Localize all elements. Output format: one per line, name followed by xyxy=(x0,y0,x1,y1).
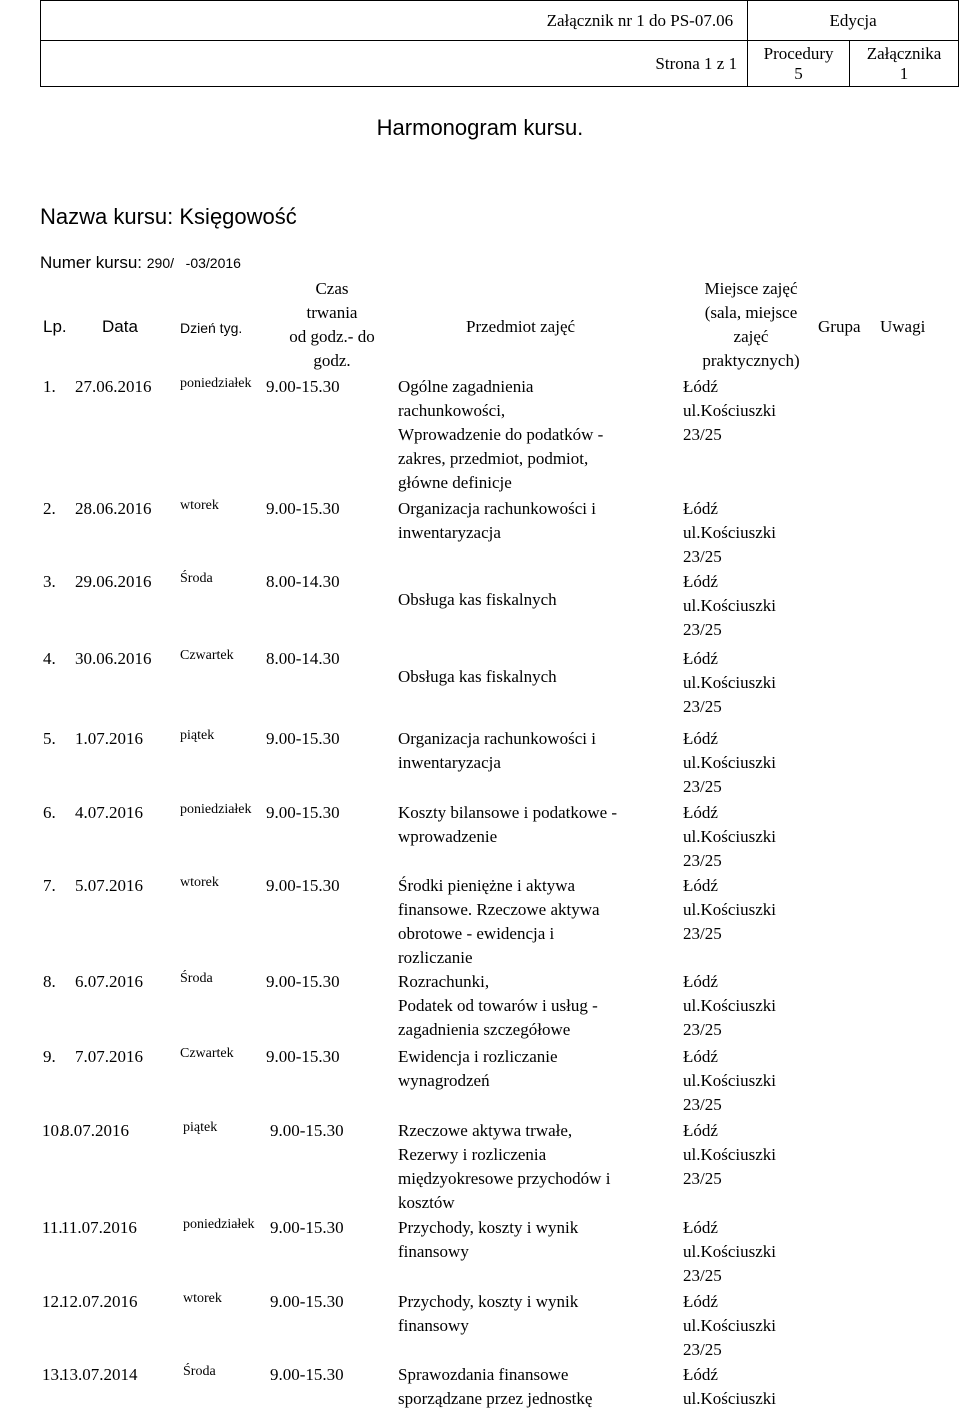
row-subject-line: Rozrachunki, xyxy=(398,972,490,991)
col-time-line-4: godz. xyxy=(313,351,351,370)
row-place-city: Łódź xyxy=(683,1292,718,1311)
course-number xyxy=(40,252,241,274)
course-name: Nazwa kursu: Księgowość xyxy=(40,204,297,229)
attachment-edition xyxy=(850,41,959,87)
row-place-city: Łódź xyxy=(683,1121,718,1140)
row-lp: 11. xyxy=(42,1218,63,1237)
row-subject-line: finansowy xyxy=(398,1316,469,1335)
row-date: 5.07.2016 xyxy=(75,876,143,895)
row-time: 9.00-15.30 xyxy=(266,377,340,396)
row-time: 9.00-15.30 xyxy=(266,729,340,748)
row-time: 9.00-15.30 xyxy=(266,499,340,518)
row-subject-line: finansowy xyxy=(398,1242,469,1261)
row-time: 9.00-15.30 xyxy=(270,1365,344,1384)
col-time xyxy=(262,277,402,373)
col-subject: Przedmiot zajęć xyxy=(466,317,576,336)
col-lp: Lp. xyxy=(43,317,67,336)
row-day: poniedziałek xyxy=(180,802,252,817)
row-place-city: Łódź xyxy=(683,572,718,591)
row-subject-line: Organizacja rachunkowości i xyxy=(398,499,596,518)
row-date: 6.07.2016 xyxy=(75,972,143,991)
row-day: Środa xyxy=(183,1364,216,1379)
col-time-line-1: Czas xyxy=(315,279,349,298)
row-place-number: 23/25 xyxy=(683,924,722,943)
row-lp: 7. xyxy=(43,876,56,895)
row-time: 9.00-15.30 xyxy=(266,876,340,895)
row-date: 13.07.2014 xyxy=(61,1365,138,1384)
row-place-city: Łódź xyxy=(683,499,718,518)
course-number-label: Numer kursu: xyxy=(40,253,143,272)
row-place-city: Łódź xyxy=(683,803,718,822)
col-date: Data xyxy=(102,317,138,336)
row-place xyxy=(683,647,813,719)
row-subject-line: Rzeczowe aktywa trwałe, xyxy=(398,1121,573,1140)
edition-label: Edycja xyxy=(748,1,959,41)
document-header-table xyxy=(40,0,959,87)
col-place xyxy=(676,277,826,373)
row-place-number: 23/25 xyxy=(683,1020,722,1039)
row-subject-line: Wprowadzenie do podatków - xyxy=(398,425,604,444)
procedure-label: Procedury xyxy=(763,43,834,63)
row-subject-line: sporządzane przez jednostkę xyxy=(398,1389,593,1408)
row-place-number: 23/25 xyxy=(683,697,722,716)
col-time-line-3: od godz.- do xyxy=(289,327,375,346)
row-place xyxy=(683,727,813,799)
row-lp: 6. xyxy=(43,803,56,822)
row-time: 8.00-14.30 xyxy=(266,572,340,591)
row-date: 30.06.2016 xyxy=(75,649,152,668)
row-place-street: ul.Kościuszki xyxy=(683,1242,777,1261)
row-place-street: ul.Kościuszki xyxy=(683,673,777,692)
row-place xyxy=(683,970,813,1042)
row-day: wtorek xyxy=(180,875,219,890)
row-subject xyxy=(398,1290,674,1338)
row-day: Środa xyxy=(180,571,213,586)
col-place-line-2: (sala, miejsce xyxy=(704,303,798,322)
row-place-number: 23/25 xyxy=(683,1169,722,1188)
row-subject xyxy=(398,1119,674,1215)
row-subject xyxy=(398,874,674,970)
procedure-edition xyxy=(748,41,850,87)
row-time: 9.00-15.30 xyxy=(270,1292,344,1311)
row-subject-line: Przychody, koszty i wynik xyxy=(398,1218,579,1237)
row-lp: 10. xyxy=(42,1121,64,1140)
row-place xyxy=(683,1290,813,1362)
row-date: 27.06.2016 xyxy=(75,377,152,396)
page-title: Harmonogram kursu. xyxy=(376,115,584,140)
row-place-city: Łódź xyxy=(683,729,718,748)
row-place-number: 23/25 xyxy=(683,547,722,566)
row-place-number: 23/25 xyxy=(683,851,722,870)
row-place-street: ul.Kościuszki xyxy=(683,1145,777,1164)
row-subject xyxy=(398,375,674,495)
row-subject xyxy=(398,1216,674,1264)
row-lp: 5. xyxy=(43,729,56,748)
row-place-city: Łódź xyxy=(683,876,718,895)
row-subject-line: Organizacja rachunkowości i xyxy=(398,729,596,748)
row-place xyxy=(683,1216,813,1288)
row-date: 7.07.2016 xyxy=(75,1047,143,1066)
row-subject-line: Przychody, koszty i wynik xyxy=(398,1292,579,1311)
row-place xyxy=(683,801,813,873)
row-subject xyxy=(398,497,674,545)
row-lp: 13. xyxy=(42,1365,64,1384)
row-subject xyxy=(398,588,674,612)
row-subject-line: Środki pieniężne i aktywa xyxy=(398,876,576,895)
row-day: piątek xyxy=(183,1120,218,1135)
row-lp: 3. xyxy=(43,572,56,591)
row-place-city: Łódź xyxy=(683,1218,718,1237)
row-lp: 1. xyxy=(43,377,56,396)
row-place-street: ul.Kościuszki xyxy=(683,523,777,542)
row-subject-line: kosztów xyxy=(398,1193,455,1212)
col-place-line-4: praktycznych) xyxy=(702,351,800,370)
row-date: 1.07.2016 xyxy=(75,729,143,748)
col-notes: Uwagi xyxy=(880,317,926,336)
row-place-city: Łódź xyxy=(683,1047,718,1066)
row-place-street: ul.Kościuszki xyxy=(683,401,777,420)
row-date: 4.07.2016 xyxy=(75,803,143,822)
row-place xyxy=(683,497,813,569)
row-day: wtorek xyxy=(180,498,219,513)
row-place-city: Łódź xyxy=(683,1365,718,1384)
row-subject-line: rozliczanie xyxy=(398,948,473,967)
row-day: Środa xyxy=(180,971,213,986)
row-subject-line: inwentaryzacja xyxy=(398,523,501,542)
row-place-city: Łódź xyxy=(683,377,718,396)
row-subject-line: Podatek od towarów i usług - xyxy=(398,996,598,1015)
col-place-line-3: zajęć xyxy=(733,327,769,346)
row-subject-line: główne definicje xyxy=(398,473,512,492)
row-subject-line: zagadnienia szczegółowe xyxy=(398,1020,571,1039)
row-lp: 12. xyxy=(42,1292,64,1311)
row-place-city: Łódź xyxy=(683,649,718,668)
row-place-number: 23/25 xyxy=(683,777,722,796)
row-subject xyxy=(398,970,674,1042)
row-subject-line: Ewidencja i rozliczanie xyxy=(398,1047,558,1066)
row-subject xyxy=(398,727,674,775)
row-time: 9.00-15.30 xyxy=(266,1047,340,1066)
row-place-street: ul.Kościuszki xyxy=(683,827,777,846)
row-lp: 8. xyxy=(43,972,56,991)
course-number-value: 290/ -03/2016 xyxy=(146,255,241,271)
row-place-street: ul.Kościuszki xyxy=(683,596,777,615)
row-time: 8.00-14.30 xyxy=(266,649,340,668)
row-place-number: 23/25 xyxy=(683,1266,722,1285)
row-time: 9.00-15.30 xyxy=(270,1218,344,1237)
row-place-number: 23/25 xyxy=(683,620,722,639)
col-time-line-2: trwania xyxy=(306,303,358,322)
row-place-number: 23/25 xyxy=(683,1340,722,1359)
row-subject xyxy=(398,801,674,849)
row-subject xyxy=(398,1363,674,1411)
row-place-street: ul.Kościuszki xyxy=(683,1071,777,1090)
col-day: Dzień tyg. xyxy=(180,320,243,336)
row-day: wtorek xyxy=(183,1291,222,1306)
row-place xyxy=(683,570,813,642)
row-subject-line: finansowe. Rzeczowe aktywa xyxy=(398,900,600,919)
row-subject-line: zakres, przedmiot, podmiot, xyxy=(398,449,589,468)
row-place-street: ul.Kościuszki xyxy=(683,1389,777,1408)
col-place-line-1: Miejsce zajęć xyxy=(704,279,798,298)
row-subject-line: wynagrodzeń xyxy=(398,1071,490,1090)
row-place xyxy=(683,874,813,946)
row-place-street: ul.Kościuszki xyxy=(683,996,777,1015)
row-date: 8.07.2016 xyxy=(61,1121,129,1140)
row-date: 11.07.2016 xyxy=(61,1218,137,1237)
row-subject xyxy=(398,665,674,689)
row-place-street: ul.Kościuszki xyxy=(683,900,777,919)
row-place-number: 23/25 xyxy=(683,1095,722,1114)
row-subject xyxy=(398,1045,674,1093)
row-time: 9.00-15.30 xyxy=(270,1121,344,1140)
row-day: poniedziałek xyxy=(180,376,252,391)
row-date: 28.06.2016 xyxy=(75,499,152,518)
row-place xyxy=(683,375,813,447)
row-place-street: ul.Kościuszki xyxy=(683,1316,777,1335)
row-date: 29.06.2016 xyxy=(75,572,152,591)
row-subject-line: Rezerwy i rozliczenia xyxy=(398,1145,547,1164)
row-subject-line: międzyokresowe przychodów i xyxy=(398,1169,611,1188)
row-place-city: Łódź xyxy=(683,972,718,991)
row-place xyxy=(683,1045,813,1117)
row-lp: 9. xyxy=(43,1047,56,1066)
attachment-label: Załącznika xyxy=(866,43,942,63)
row-subject-line: Obsługa kas fiskalnych xyxy=(398,667,557,686)
page-number: Strona 1 z 1 xyxy=(41,41,748,87)
row-subject-line: wprowadzenie xyxy=(398,827,498,846)
row-place xyxy=(683,1363,813,1411)
row-day: piątek xyxy=(180,728,215,743)
row-place-number: 23/25 xyxy=(683,425,722,444)
row-time: 9.00-15.30 xyxy=(266,803,340,822)
row-subject-line: obrotowe - ewidencja i xyxy=(398,924,555,943)
attachment-number: 1 xyxy=(899,63,909,83)
row-day: Czwartek xyxy=(180,648,234,663)
col-group: Grupa xyxy=(818,317,861,336)
row-subject-line: inwentaryzacja xyxy=(398,753,501,772)
row-subject-line: Ogólne zagadnienia xyxy=(398,377,534,396)
row-day: poniedziałek xyxy=(183,1217,255,1232)
procedure-number: 5 xyxy=(794,63,803,83)
row-subject-line: Koszty bilansowe i podatkowe - xyxy=(398,803,618,822)
row-lp: 4. xyxy=(43,649,56,668)
row-day: Czwartek xyxy=(180,1046,234,1061)
row-date: 12.07.2016 xyxy=(61,1292,138,1311)
row-lp: 2. xyxy=(43,499,56,518)
row-place-street: ul.Kościuszki xyxy=(683,753,777,772)
row-subject-line: Obsługa kas fiskalnych xyxy=(398,590,557,609)
row-subject-line: rachunkowości, xyxy=(398,401,506,420)
row-time: 9.00-15.30 xyxy=(266,972,340,991)
row-subject-line: Sprawozdania finansowe xyxy=(398,1365,569,1384)
row-place xyxy=(683,1119,813,1191)
attachment-reference: Załącznik nr 1 do PS-07.06 xyxy=(41,1,748,41)
